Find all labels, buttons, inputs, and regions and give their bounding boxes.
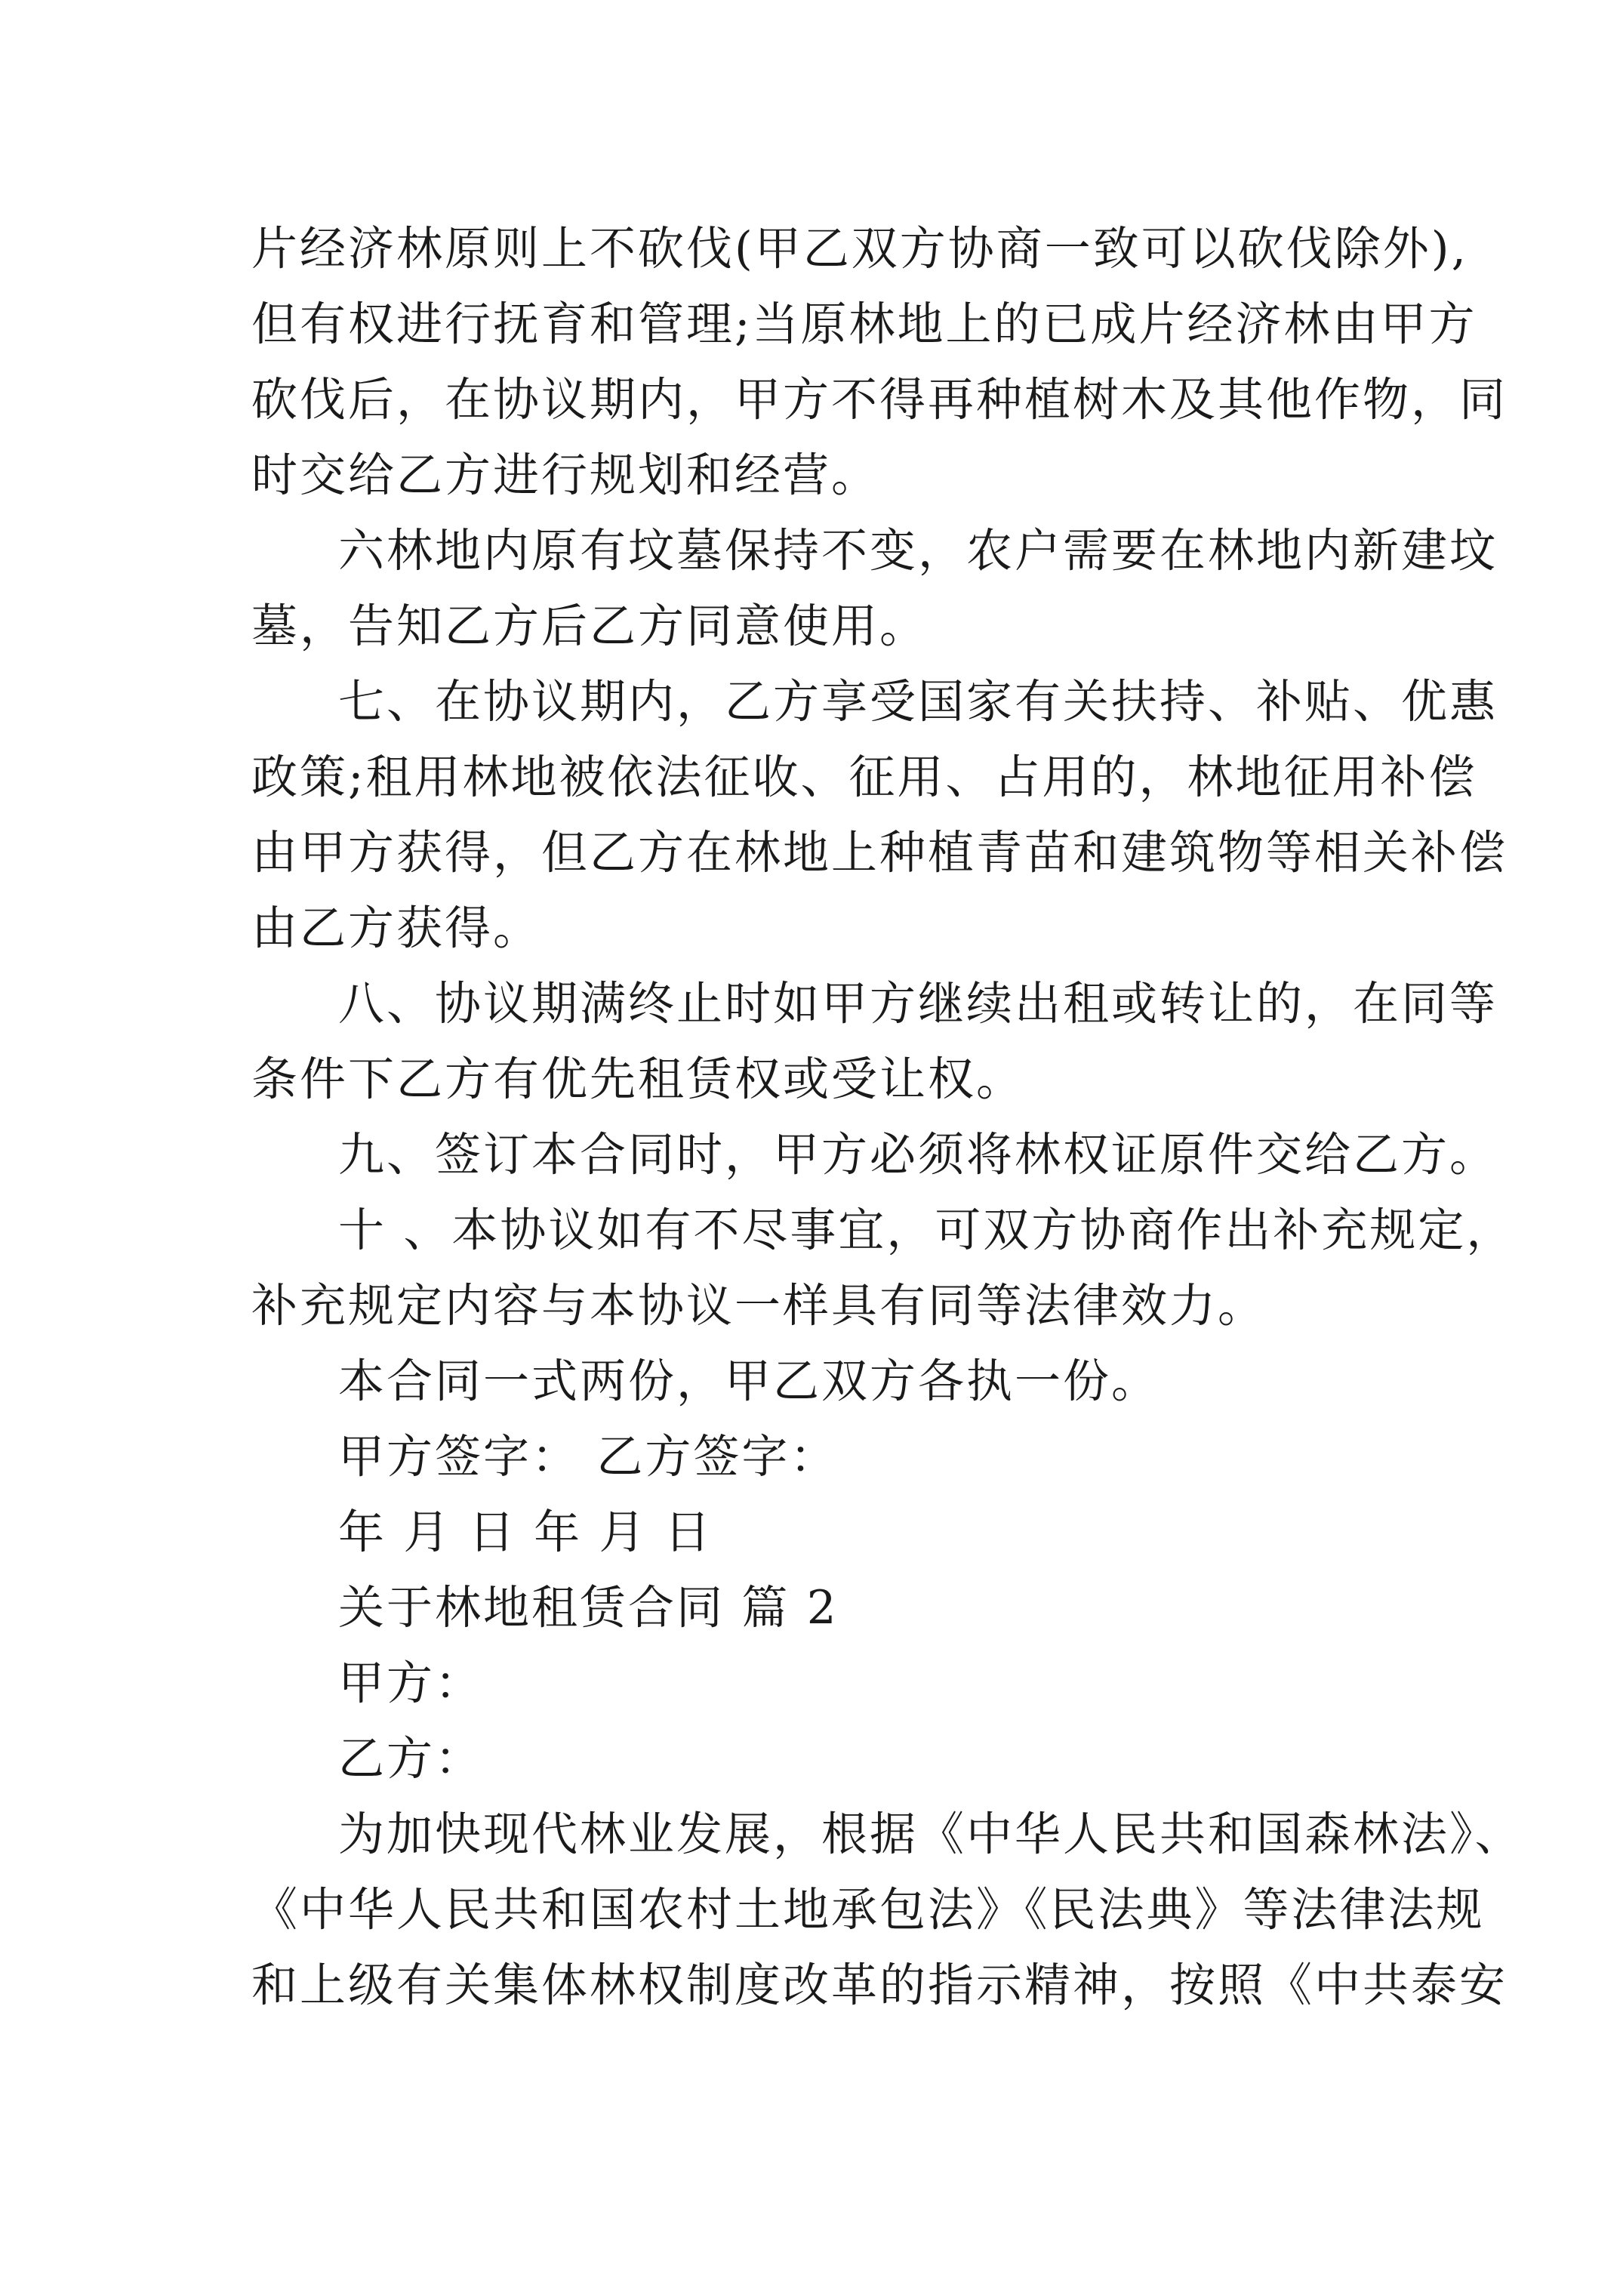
paragraph-line: 七、在协议期内，乙方享受国家有关扶持、补贴、优惠	[338, 675, 1498, 729]
paragraph-line: 补充规定内容与本协议一样具有同等法律效力。	[251, 1279, 1267, 1333]
paragraph-line: 条件下乙方有优先租赁权或受让权。	[251, 1052, 1025, 1106]
paragraph-line: 由甲方获得，但乙方在林地上种植青苗和建筑物等相关补偿	[251, 826, 1508, 880]
party-a-line: 甲方：	[338, 1657, 484, 1710]
signature-line: 甲方签字： 乙方签字：	[338, 1430, 839, 1484]
paragraph-line: 时交给乙方进行规划和经营。	[251, 448, 880, 502]
paragraph-line: 《中华人民共和国农村土地承包法》《民法典》等法律法规	[251, 1883, 1485, 1937]
paragraph-line: 墓，告知乙方后乙方同意使用。	[251, 599, 929, 653]
paragraph-line: 片经济林原则上不砍伐(甲乙双方协商一致可以砍伐除外),	[251, 222, 1468, 276]
paragraph-line: 十 、本协议如有不尽事宜，可双方协商作出补充规定，	[338, 1203, 1515, 1257]
paragraph-line: 由乙方获得。	[251, 901, 542, 955]
paragraph-line: 但有权进行抚育和管理;当原林地上的已成片经济林由甲方	[251, 297, 1477, 351]
paragraph-line: 本合同一式两份，甲乙双方各执一份。	[338, 1354, 1160, 1408]
date-line: 年 月 日 年 月 日	[338, 1505, 713, 1559]
party-b-line: 乙方：	[338, 1732, 484, 1786]
paragraph-line: 九、签订本合同时，甲方必须将林权证原件交给乙方。	[338, 1128, 1498, 1182]
paragraph-line: 政策;租用林地被依法征收、征用、占用的，林地征用补偿	[251, 750, 1477, 804]
paragraph-line: 砍伐后，在协议期内，甲方不得再种植树木及其他作物，同	[251, 373, 1508, 427]
paragraph-line: 六林地内原有坟墓保持不变，农户需要在林地内新建坟	[338, 524, 1498, 578]
section-heading: 关于林地租赁合同 篇 2	[338, 1581, 839, 1635]
paragraph-line: 和上级有关集体林权制度改革的指示精神，按照《中共泰安	[251, 1959, 1508, 2012]
paragraph-line: 为加快现代林业发展，根据《中华人民共和国森林法》、	[338, 1808, 1523, 1861]
paragraph-line: 八、协议期满终止时如甲方继续出租或转让的，在同等	[338, 977, 1498, 1031]
